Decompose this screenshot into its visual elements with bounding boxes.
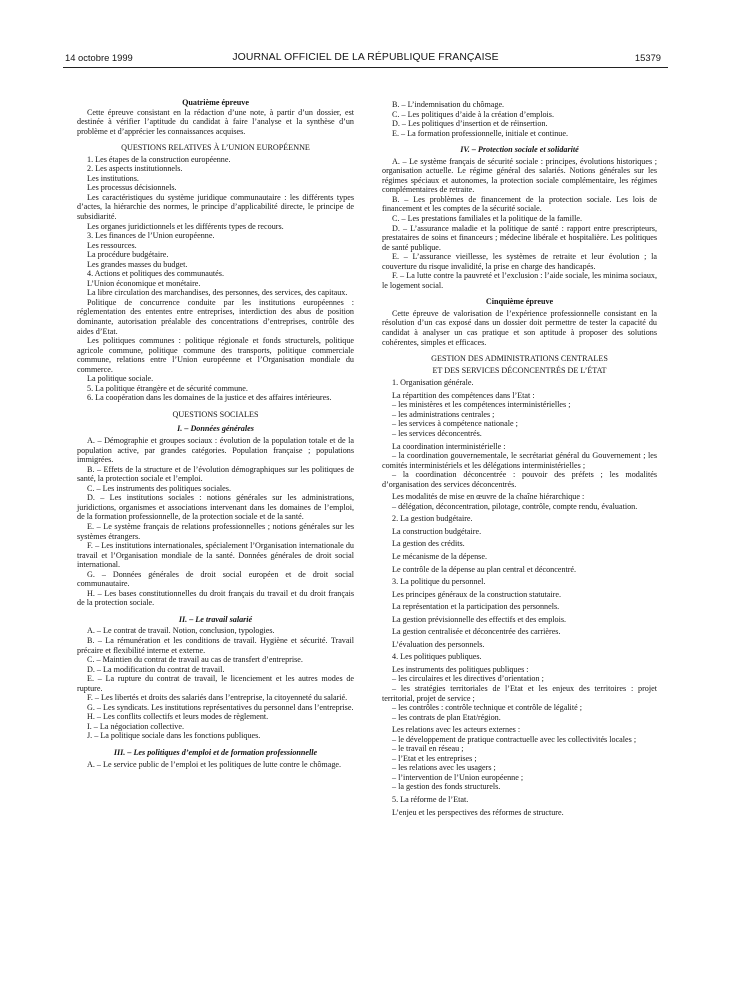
paragraph: H. – Les bases constitutionnelles du droit français du travail et du droit français de la protection sociale. <box>77 588 354 608</box>
paragraph: Le mécanisme de la dépense. <box>392 551 487 561</box>
paragraph: Les ressources. <box>87 240 137 250</box>
paragraph: E. – Le système français de relations professionnelles ; notions générales sur les systèmes étrangers. <box>77 521 354 541</box>
section-heading: III. – Les politiques d’emploi et de formation professionnelle <box>113 748 318 757</box>
paragraph: – le travail en réseau ; <box>392 744 464 754</box>
paragraph: – les ministères et les compétences interministérielles ; <box>392 400 571 410</box>
paragraph: F. – Les institutions internationales, spécialement l’Organisation internationale du travail et l’Organisation mondiale de la santé. Données générales de droit social international. <box>77 541 354 570</box>
paragraph: A. – Le service public de l’emploi et les politiques de lutte contre le chômage. <box>87 759 342 769</box>
section-heading: GESTION DES ADMINISTRATIONS CENTRALES <box>431 354 608 364</box>
paragraph: La construction budgétaire. <box>392 526 482 536</box>
paragraph: Les organes juridictionnels et les différents types de recours. <box>87 221 284 231</box>
paragraph: Les institutions. <box>87 173 139 183</box>
paragraph: Politique de concurrence conduite par les institutions européennes : réglementation des ententes entre entreprises, interdiction des abus de position dominante, autorisation préalable des concentrations d’entreprises, contrôle des aides d’Etat. <box>77 297 354 336</box>
paragraph: 1. Organisation générale. <box>392 378 474 388</box>
paragraph: La coordination interministérielle : <box>392 441 506 451</box>
paragraph: I. – La négociation collective. <box>87 721 185 731</box>
paragraph: 4. Les politiques publiques. <box>392 652 482 662</box>
paragraph: Cette épreuve consistant en la rédaction d’une note, à partir d’un dossier, est destinée à vérifier l’aptitude du candidat à faire l’analyse et la synthèse d’un problème et d’apprécier les connaissances acquises. <box>77 107 354 136</box>
paragraph: 4. Actions et politiques des communautés. <box>87 269 224 279</box>
left-column <box>77 98 354 769</box>
paragraph: C. – Les politiques d’aide à la création d’emplois. <box>392 109 555 119</box>
paragraph: Le contrôle de la dépense au plan central et déconcentré. <box>392 564 577 574</box>
section-heading: ET DES SERVICES DÉCONCENTRÉS DE L’ÉTAT <box>432 365 607 375</box>
paragraph: 6. La coopération dans les domaines de la justice et des affaires intérieures. <box>87 393 332 403</box>
paragraph: D. – Les politiques d’insertion et de réinsertion. <box>392 119 548 129</box>
paragraph: 5. La politique étrangère et de sécurité commune. <box>87 383 248 393</box>
paragraph: Les grandes masses du budget. <box>87 259 188 269</box>
section-heading: QUESTIONS SOCIALES <box>172 409 259 419</box>
paragraph: A. – Le contrat de travail. Notion, conclusion, typologies. <box>87 626 275 636</box>
paragraph: B. – Effets de la structure et de l’évolution démographiques sur les politiques de santé, la protection sociale et l’emploi. <box>77 464 354 484</box>
paragraph: – les contrôles : contrôle technique et contrôle de légalité ; <box>392 703 582 713</box>
paragraph: G. – Les syndicats. Les institutions représentatives du personnel dans l’entreprise. <box>87 702 354 712</box>
paragraph: La procédure budgétaire. <box>87 250 169 260</box>
section-heading: I. – Données générales <box>177 423 254 433</box>
paragraph: Les politiques communes : politique régionale et fonds structurels, politique agricole commune, politique commune des transports, politique commerciale commune, relations entre l’Union européenne et l’Organisation mondiale du commerce. <box>77 336 354 374</box>
paragraph: Les principes généraux de la construction statutaire. <box>392 589 561 599</box>
paragraph: Les processus décisionnels. <box>87 183 177 193</box>
paragraph: La politique sociale. <box>87 374 154 384</box>
section-heading: II. – Le travail salarié <box>178 614 253 624</box>
paragraph: – les relations avec les usagers ; <box>392 763 496 773</box>
section-heading: QUESTIONS RELATIVES À L’UNION EUROPÉENNE <box>121 143 310 153</box>
paragraph: 2. Les aspects institutionnels. <box>87 164 183 174</box>
page-header <box>0 52 731 66</box>
paragraph: E. – L’assurance vieillesse, les systèmes de retraite et leur évolution ; la couverture du risque invalidité, la prise en charge des handicapés. <box>382 252 657 271</box>
paragraph: E. – La rupture du contrat de travail, le licenciement et les autres modes de rupture. <box>77 674 354 693</box>
paragraph: D. – Les institutions sociales : notions générales sur les administrations, juridictions, organismes et associations intervenant dans les domaines de l’emploi, de la formation professionnelle, de la protection sociale et de la santé. <box>77 493 354 522</box>
page-number: 15379 <box>634 52 661 63</box>
paragraph: 2. La gestion budgétaire. <box>392 514 473 524</box>
paragraph: A. – Démographie et groupes sociaux : évolution de la population totale et de la population active, par grandes catégories. Population française ; populations immigrées. <box>77 436 354 465</box>
section-heading: Cinquième épreuve <box>485 297 554 307</box>
paragraph: – les circulaires et les directives d’orientation ; <box>392 674 544 684</box>
paragraph: C. – Les prestations familiales et la politique de la famille. <box>392 214 582 224</box>
paragraph: G. – Données générales de droit social européen et de droit social communautaire. <box>77 569 354 589</box>
paragraph: La gestion des crédits. <box>392 539 465 549</box>
paragraph: 3. La politique du personnel. <box>392 577 486 587</box>
journal-title: JOURNAL OFFICIEL DE LA RÉPUBLIQUE FRANÇAISE <box>232 52 499 63</box>
paragraph: – les administrations centrales ; <box>392 409 495 419</box>
paragraph: 1. Les étapes de la construction européenne. <box>87 154 231 164</box>
paragraph: – les contrats de plan Etat/région. <box>392 712 501 722</box>
paragraph: 5. La réforme de l’Etat. <box>392 795 469 804</box>
section-heading: IV. – Protection sociale et solidarité <box>460 145 579 155</box>
right-column <box>382 100 657 817</box>
paragraph: B. – L’indemnisation du chômage. <box>392 100 505 109</box>
paragraph: Cette épreuve de valorisation de l’expérience professionnelle consistant en la résolution d’un cas exposé dans un dossier doit permettre de tester la capacité du candidat à analyser un cas pratique et son aptitude à proposer des solutions cohérentes, simples et efficaces. <box>382 308 657 347</box>
paragraph: B. – La rémunération et les conditions de travail. Hygiène et sécurité. Travail précaire et flexibilité interne et externe. <box>77 635 354 655</box>
paragraph: – les services déconcentrés. <box>392 428 482 438</box>
paragraph: La gestion centralisée et déconcentrée des carrières. <box>392 627 561 637</box>
paragraph: – l’intervention de l’Union européenne ; <box>392 772 524 782</box>
section-heading: Quatrième épreuve <box>182 98 249 107</box>
paragraph: – délégation, déconcentration, pilotage, contrôle, compte rendu, évaluation. <box>392 501 638 511</box>
paragraph: La représentation et la participation des personnels. <box>392 602 560 612</box>
paragraph: C. – Les instruments des politiques sociales. <box>87 483 231 493</box>
paragraph: F. – Les libertés et droits des salariés dans l’entreprise, la citoyenneté du salarié. <box>87 693 348 703</box>
paragraph: D. – La modification du contrat de travail. <box>87 664 225 674</box>
paragraph: – l’Etat et les entreprises ; <box>392 753 477 763</box>
paragraph: A. – Le système français de sécurité sociale : principes, évolutions historiques ; organisation actuelle. Le régime général des salariés. Notions générales sur les régimes spéciaux et autonomes, la protection sociale complémentaire, les régimes complémentaires de retraite. <box>382 156 657 195</box>
paragraph: – les services à compétence nationale ; <box>392 419 518 429</box>
paragraph: D. – L’assurance maladie et la politique de santé : rapport entre prescripteurs, prestataires de soins et financeurs ; médecine libérale et hospitalière. Les politiques de santé publique. <box>382 223 657 252</box>
header-date: 14 octobre 1999 <box>65 52 133 63</box>
paragraph: B. – Les problèmes de financement de la protection sociale. Les lois de financement et les comptes de la sécurité sociale. <box>382 194 657 214</box>
paragraph: 3. Les finances de l’Union européenne. <box>87 231 215 241</box>
paragraph: C. – Maintien du contrat de travail au cas de transfert d’entreprise. <box>87 655 303 665</box>
paragraph: La libre circulation des marchandises, des personnes, des services, des capitaux. <box>87 288 348 298</box>
paragraph: – la gestion des fonds structurels. <box>392 782 501 792</box>
paragraph: L’évaluation des personnels. <box>392 639 485 649</box>
paragraph: Les modalités de mise en œuvre de la chaîne hiérarchique : <box>392 492 585 502</box>
paragraph: E. – La formation professionnelle, initiale et continue. <box>392 128 568 138</box>
paragraph: L’Union économique et monétaire. <box>87 278 201 288</box>
paragraph: L’enjeu et les perspectives des réformes de structure. <box>392 807 564 817</box>
paragraph: J. – La politique sociale dans les fonctions publiques. <box>87 731 261 741</box>
paragraph: Les relations avec les acteurs externes : <box>392 725 521 735</box>
paragraph: H. – Les conflits collectifs et leurs modes de règlement. <box>87 712 269 722</box>
paragraph: La gestion prévisionnelle des effectifs et des emplois. <box>392 614 567 624</box>
paragraph: Les caractéristiques du système juridique communautaire : les différents types d’actes, la hiérarchie des normes, le principe d’applicabilité directe, le principe de subsidiarité. <box>77 192 354 222</box>
paragraph: La répartition des compétences dans l’Etat : <box>392 390 535 400</box>
paragraph: – la coordination gouvernementale, le secrétariat général du Gouvernement ; les comités interministériels et les délégations interministérielles ; <box>382 451 657 470</box>
paragraph: – la coordination déconcentrée : pouvoir des préfets ; les modalités d’organisation des services déconcentrés. <box>382 470 657 489</box>
paragraph: – les stratégies territoriales de l’Etat et les enjeux des territoires : projet territorial, projet de service ; <box>382 683 657 703</box>
paragraph: F. – La lutte contre la pauvreté et l’exclusion : l’aide sociale, les minima sociaux, le logement social. <box>382 271 657 290</box>
header-rule <box>63 67 668 68</box>
paragraph: – le développement de pratique contractuelle avec les collectivités locales ; <box>392 734 637 744</box>
paragraph: Les instruments des politiques publiques : <box>392 664 529 674</box>
